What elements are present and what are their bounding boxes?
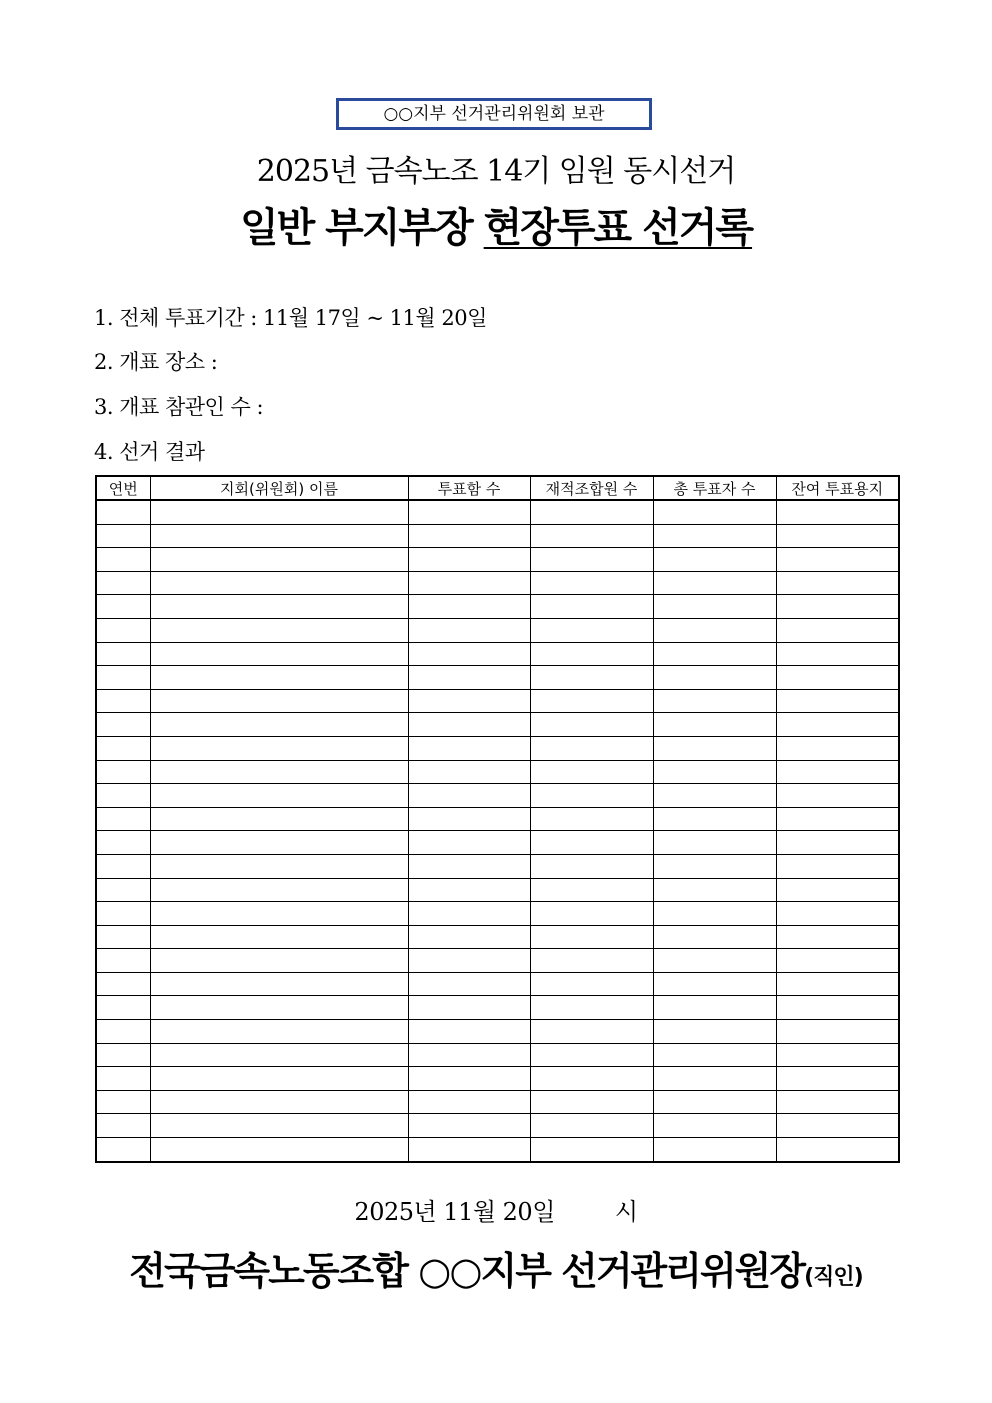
table-row xyxy=(96,1114,899,1138)
table-row xyxy=(96,642,899,666)
table-row xyxy=(96,831,899,855)
table-cell xyxy=(408,666,530,690)
table-cell xyxy=(408,949,530,973)
table-cell xyxy=(150,1138,408,1162)
table-cell xyxy=(408,1138,530,1162)
table-cell xyxy=(408,1090,530,1114)
results-table xyxy=(95,475,900,1163)
table-cell xyxy=(150,1067,408,1091)
table-cell xyxy=(653,854,776,878)
table-row xyxy=(96,925,899,949)
table-cell xyxy=(150,902,408,926)
table-cell xyxy=(408,902,530,926)
table-cell xyxy=(150,878,408,902)
table-cell xyxy=(653,689,776,713)
table-row xyxy=(96,524,899,548)
table-cell xyxy=(408,854,530,878)
table-row xyxy=(96,736,899,760)
header-branch-name: 지회(위원회) 이름 xyxy=(150,476,408,500)
table-cell xyxy=(150,972,408,996)
table-cell xyxy=(530,571,653,595)
table-cell xyxy=(408,500,530,524)
table-cell xyxy=(530,595,653,619)
table-cell xyxy=(96,595,150,619)
table-cell xyxy=(408,1067,530,1091)
table-cell xyxy=(96,972,150,996)
table-cell xyxy=(150,524,408,548)
table-row xyxy=(96,949,899,973)
table-row xyxy=(96,1090,899,1114)
table-row xyxy=(96,1043,899,1067)
table-row xyxy=(96,595,899,619)
subtitle-plain: 일반 부지부장 xyxy=(239,205,472,251)
table-cell xyxy=(150,713,408,737)
table-cell xyxy=(776,571,899,595)
table-row xyxy=(96,713,899,737)
table-cell xyxy=(653,524,776,548)
table-row xyxy=(96,666,899,690)
info-voting-period: 1. 전체 투표기간 : 11월 17일 ~ 11월 20일 xyxy=(94,306,487,330)
table-cell xyxy=(776,925,899,949)
table-cell xyxy=(653,1043,776,1067)
table-cell xyxy=(150,642,408,666)
table-cell xyxy=(96,642,150,666)
table-cell xyxy=(408,736,530,760)
table-cell xyxy=(776,666,899,690)
table-cell xyxy=(776,713,899,737)
table-row xyxy=(96,784,899,808)
footer-date: 2025년 11월 20일 xyxy=(354,1198,555,1226)
table-cell xyxy=(653,642,776,666)
table-cell xyxy=(776,736,899,760)
table-cell xyxy=(408,1114,530,1138)
table-cell xyxy=(96,548,150,572)
header-registered-members: 재적조합원 수 xyxy=(530,476,653,500)
table-cell xyxy=(408,831,530,855)
table-cell xyxy=(408,618,530,642)
table-header-row xyxy=(96,476,899,500)
table-cell xyxy=(408,925,530,949)
table-cell xyxy=(150,949,408,973)
table-cell xyxy=(530,548,653,572)
table-cell xyxy=(150,760,408,784)
table-cell xyxy=(408,524,530,548)
table-cell xyxy=(653,972,776,996)
table-cell xyxy=(96,689,150,713)
table-cell xyxy=(96,1067,150,1091)
table-cell xyxy=(653,949,776,973)
table-cell xyxy=(776,618,899,642)
table-cell xyxy=(776,807,899,831)
table-cell xyxy=(653,1020,776,1044)
table-cell xyxy=(530,878,653,902)
table-cell xyxy=(530,854,653,878)
table-cell xyxy=(653,1138,776,1162)
table-cell xyxy=(530,925,653,949)
table-cell xyxy=(96,902,150,926)
table-row xyxy=(96,618,899,642)
table-row xyxy=(96,571,899,595)
footer-signature: 전국금속노동조합 ○○지부 선거관리위원장 xyxy=(129,1249,805,1293)
table-cell xyxy=(776,972,899,996)
table-cell xyxy=(776,760,899,784)
table-cell xyxy=(408,1043,530,1067)
table-cell xyxy=(653,548,776,572)
table-cell xyxy=(96,925,150,949)
table-cell xyxy=(150,807,408,831)
table-cell xyxy=(96,854,150,878)
table-cell xyxy=(150,784,408,808)
table-cell xyxy=(150,689,408,713)
table-cell xyxy=(530,1043,653,1067)
table-cell xyxy=(653,1114,776,1138)
table-cell xyxy=(530,1114,653,1138)
info-counting-place: 2. 개표 장소 : xyxy=(94,350,218,374)
header-serial: 연번 xyxy=(96,476,150,500)
table-cell xyxy=(530,618,653,642)
table-cell xyxy=(776,902,899,926)
table-cell xyxy=(96,831,150,855)
table-row xyxy=(96,807,899,831)
table-cell xyxy=(408,760,530,784)
table-cell xyxy=(530,807,653,831)
table-row xyxy=(96,500,899,524)
table-cell xyxy=(530,642,653,666)
table-cell xyxy=(96,1138,150,1162)
table-cell xyxy=(408,996,530,1020)
table-cell xyxy=(530,972,653,996)
table-cell xyxy=(653,595,776,619)
table-cell xyxy=(150,500,408,524)
info-election-result: 4. 선거 결과 xyxy=(94,440,205,464)
info-observer-count: 3. 개표 참관인 수 : xyxy=(94,395,264,419)
table-cell xyxy=(96,1043,150,1067)
table-row xyxy=(96,972,899,996)
table-cell xyxy=(150,1043,408,1067)
table-cell xyxy=(776,1020,899,1044)
table-cell xyxy=(96,807,150,831)
table-cell xyxy=(776,1138,899,1162)
table-cell xyxy=(653,713,776,737)
table-cell xyxy=(776,642,899,666)
table-cell xyxy=(96,878,150,902)
footer-signature-line xyxy=(0,1240,992,1295)
table-cell xyxy=(150,1020,408,1044)
table-cell xyxy=(408,571,530,595)
table-cell xyxy=(530,784,653,808)
table-cell xyxy=(96,571,150,595)
table-cell xyxy=(530,1090,653,1114)
table-cell xyxy=(653,1090,776,1114)
footer-time-label: 시 xyxy=(614,1198,638,1226)
table-cell xyxy=(776,595,899,619)
table-cell xyxy=(408,972,530,996)
table-cell xyxy=(653,760,776,784)
table-cell xyxy=(653,996,776,1020)
table-cell xyxy=(653,571,776,595)
table-cell xyxy=(776,996,899,1020)
table-cell xyxy=(408,713,530,737)
table-cell xyxy=(530,524,653,548)
table-cell xyxy=(776,784,899,808)
table-cell xyxy=(408,878,530,902)
table-cell xyxy=(96,949,150,973)
table-cell xyxy=(653,666,776,690)
table-cell xyxy=(530,1138,653,1162)
table-cell xyxy=(150,666,408,690)
table-row xyxy=(96,854,899,878)
table-cell xyxy=(408,784,530,808)
table-cell xyxy=(96,996,150,1020)
table-cell xyxy=(530,713,653,737)
table-cell xyxy=(408,1020,530,1044)
table-cell xyxy=(96,1090,150,1114)
table-cell xyxy=(96,736,150,760)
table-cell xyxy=(150,854,408,878)
table-cell xyxy=(408,642,530,666)
table-cell xyxy=(150,571,408,595)
table-cell xyxy=(150,618,408,642)
table-cell xyxy=(150,595,408,619)
header-total-voters: 총 투표자 수 xyxy=(653,476,776,500)
table-cell xyxy=(150,831,408,855)
table-cell xyxy=(150,1090,408,1114)
table-cell xyxy=(653,500,776,524)
table-cell xyxy=(776,548,899,572)
table-cell xyxy=(408,595,530,619)
table-cell xyxy=(653,925,776,949)
table-cell xyxy=(776,1090,899,1114)
table-cell xyxy=(96,713,150,737)
table-cell xyxy=(530,689,653,713)
table-cell xyxy=(530,666,653,690)
table-cell xyxy=(530,1067,653,1091)
table-cell xyxy=(530,902,653,926)
table-cell xyxy=(150,736,408,760)
table-cell xyxy=(776,1114,899,1138)
table-cell xyxy=(408,807,530,831)
table-cell xyxy=(530,500,653,524)
document-subtitle xyxy=(0,196,992,253)
table-cell xyxy=(653,1067,776,1091)
table-row xyxy=(96,902,899,926)
table-row xyxy=(96,1020,899,1044)
table-cell xyxy=(653,878,776,902)
table-cell xyxy=(776,524,899,548)
table-cell xyxy=(776,1067,899,1091)
table-cell xyxy=(653,784,776,808)
table-row xyxy=(96,878,899,902)
table-row xyxy=(96,1138,899,1162)
table-cell xyxy=(776,831,899,855)
footer-date-line xyxy=(0,1192,992,1227)
table-cell xyxy=(96,760,150,784)
table-cell xyxy=(150,925,408,949)
table-cell xyxy=(653,736,776,760)
table-cell xyxy=(150,996,408,1020)
table-cell xyxy=(776,949,899,973)
header-remaining-ballots: 잔여 투표용지 xyxy=(776,476,899,500)
storage-label: ○○지부 선거관리위원회 보관 xyxy=(383,104,605,124)
table-cell xyxy=(530,1020,653,1044)
table-cell xyxy=(530,949,653,973)
table-cell xyxy=(408,548,530,572)
table-cell xyxy=(408,689,530,713)
table-cell xyxy=(776,854,899,878)
table-cell xyxy=(96,784,150,808)
table-cell xyxy=(530,831,653,855)
table-cell xyxy=(653,807,776,831)
table-cell xyxy=(776,500,899,524)
table-cell xyxy=(96,666,150,690)
table-cell xyxy=(530,996,653,1020)
table-cell xyxy=(96,524,150,548)
table-cell xyxy=(653,618,776,642)
table-cell xyxy=(96,618,150,642)
table-row xyxy=(96,996,899,1020)
table-cell xyxy=(776,1043,899,1067)
table-cell xyxy=(653,902,776,926)
table-cell xyxy=(96,1114,150,1138)
header-ballot-box-count: 투표함 수 xyxy=(408,476,530,500)
document-title: 2025년 금속노조 14기 임원 동시선거 xyxy=(256,154,736,189)
subtitle-underlined: 현장투표 선거록 xyxy=(483,205,753,251)
table-cell xyxy=(530,760,653,784)
table-cell xyxy=(776,689,899,713)
table-row xyxy=(96,689,899,713)
table-cell xyxy=(150,1114,408,1138)
table-row xyxy=(96,1067,899,1091)
table-row xyxy=(96,760,899,784)
table-cell xyxy=(96,1020,150,1044)
table-cell xyxy=(96,500,150,524)
table-row xyxy=(96,548,899,572)
table-cell xyxy=(776,878,899,902)
table-cell xyxy=(150,548,408,572)
footer-seal-label: (직인) xyxy=(804,1265,863,1290)
table-cell xyxy=(653,831,776,855)
table-cell xyxy=(530,736,653,760)
storage-label-box xyxy=(336,98,652,130)
